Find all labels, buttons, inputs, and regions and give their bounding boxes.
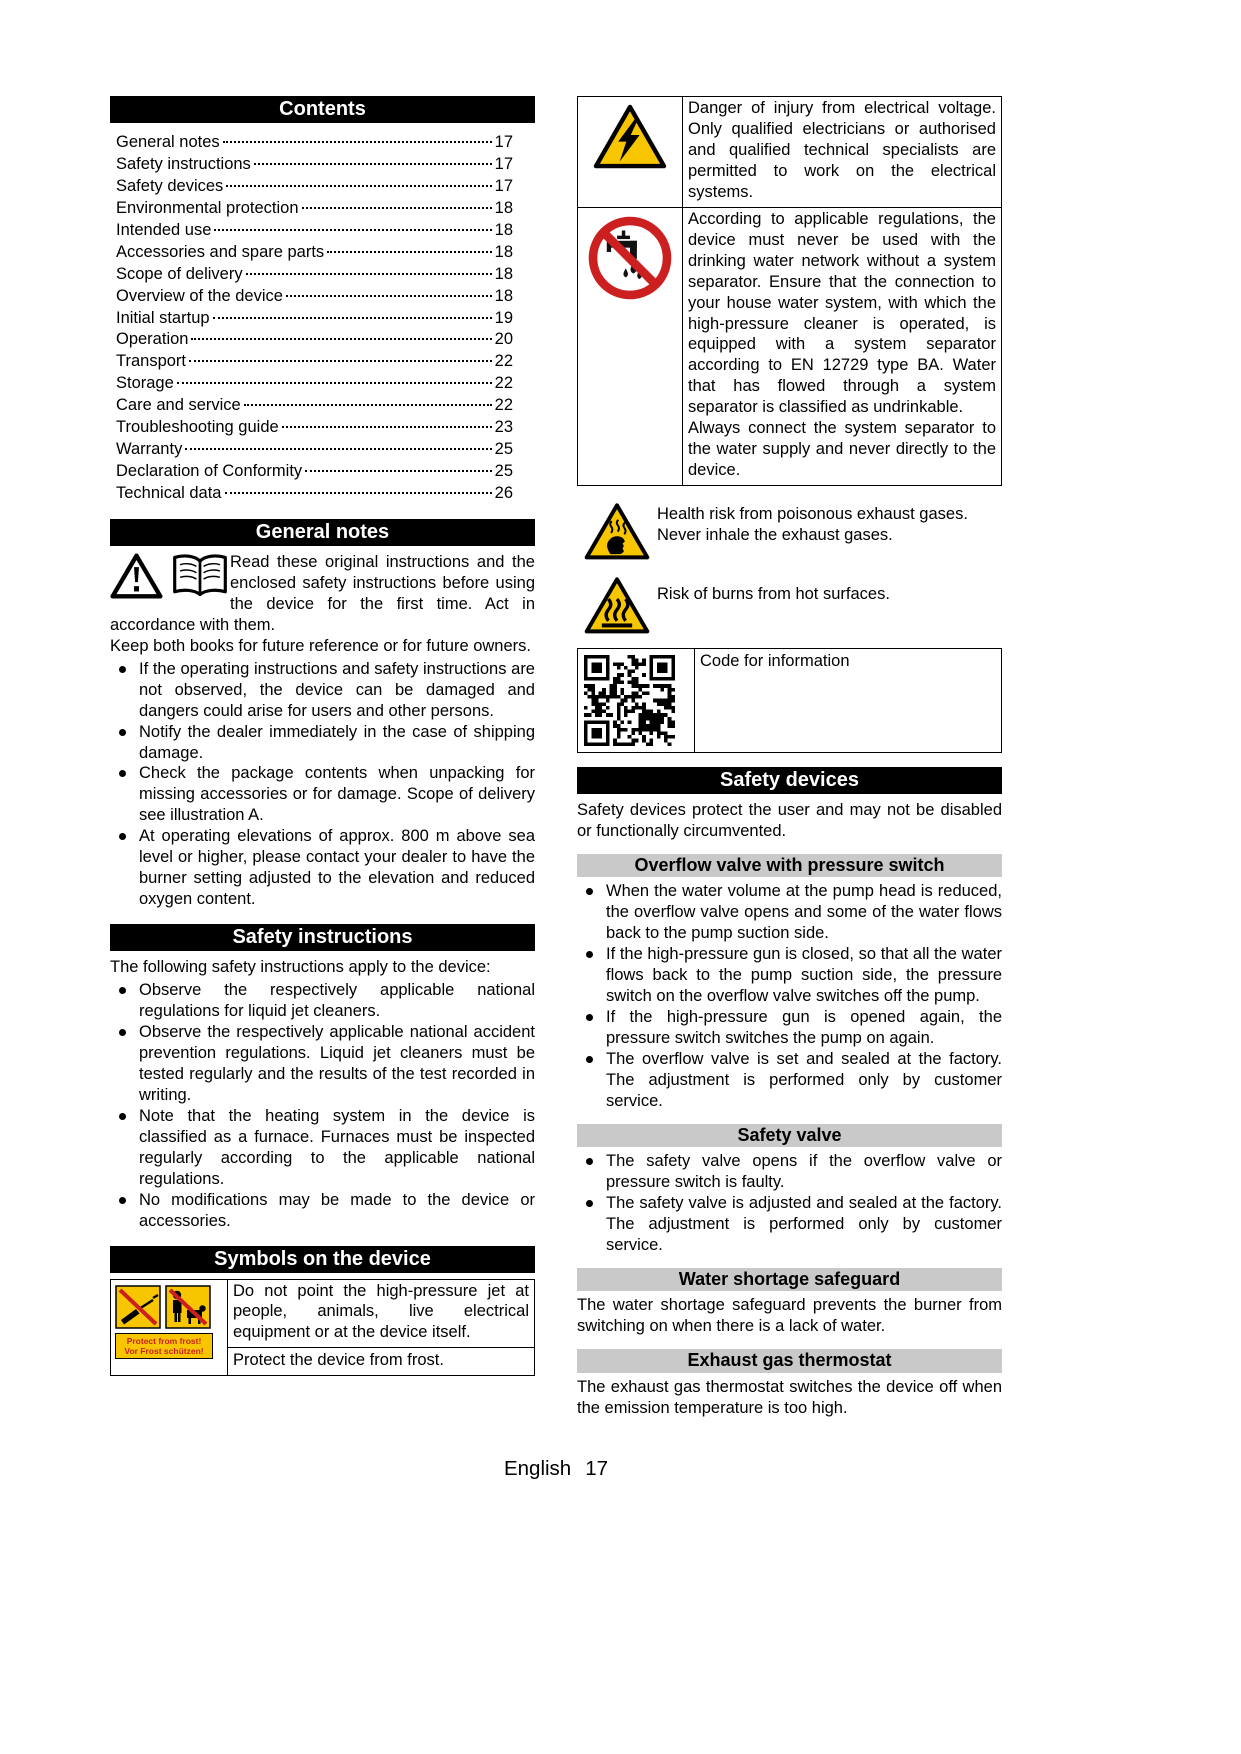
safety-valve-subheading: Safety valve: [577, 1124, 1002, 1147]
toc-entry-page: 26: [494, 484, 513, 502]
contents-heading: Contents: [110, 96, 535, 123]
toc-entry-page: 22: [494, 374, 513, 393]
toc-entry-page: 22: [494, 352, 513, 371]
list-item: If the high-pressure gun is closed, so that all the water flows back to the pump suction side, the pressure switch on the overflow valve switches off the pump.: [577, 944, 1002, 1007]
qr-info-box: [577, 648, 1002, 753]
toc-entry[interactable]: [116, 329, 513, 351]
manual-book-icon: [171, 552, 229, 599]
toc-entry-page: 18: [494, 242, 513, 261]
toc-entry[interactable]: [116, 264, 513, 286]
warning-table: [577, 96, 1002, 486]
footer-page-number: 17: [585, 1457, 609, 1480]
jet-warning-text: Do not point the high-pressure jet at people, animals, live electrical equipment or at the device itself.: [233, 1281, 529, 1342]
toc-entry-label: Safety devices: [116, 176, 224, 195]
toc-dot-leader: [226, 185, 491, 187]
list-item: Check the package contents when unpacking for missing accessories or for damage. Scope of delivery see illustration A.: [110, 763, 535, 826]
toc-dot-leader: [177, 382, 492, 384]
general-notes-list: [110, 659, 535, 910]
overflow-valve-list: [577, 881, 1002, 1111]
toc-entry-page: 18: [494, 286, 513, 305]
exhaust-thermostat-subheading: Exhaust gas thermostat: [577, 1349, 1002, 1372]
toc-entry-page: 17: [494, 133, 513, 151]
toc-entry-page: 17: [494, 176, 513, 195]
toc-entry-page: 17: [494, 154, 513, 173]
general-notes-icons: [110, 552, 230, 614]
toc-entry-page: 25: [494, 462, 513, 481]
toc-entry[interactable]: [116, 286, 513, 308]
toc-entry-label: Care and service: [116, 396, 241, 415]
frost-warning-label: [115, 1333, 213, 1359]
page-content: [110, 96, 1002, 1419]
toc-entry-label: Intended use: [116, 220, 212, 239]
toc-dot-leader: [254, 163, 492, 165]
drinking-water-warning-text: [683, 208, 1001, 485]
safety-instructions-section: [110, 957, 535, 1231]
warning-row-drinking-water: [578, 207, 1001, 485]
safety-instructions-list: [110, 980, 535, 1231]
toc-entry-label: General notes: [116, 133, 220, 151]
toc-entry[interactable]: [116, 242, 513, 264]
toc-entry-label: Troubleshooting guide: [116, 418, 279, 437]
toc-entry-label: Operation: [116, 330, 189, 349]
qr-caption: Code for information: [700, 652, 850, 671]
hot-surfaces-warning-text: Risk of burns from hot surfaces.: [657, 585, 890, 604]
toc-dot-leader: [246, 273, 492, 275]
list-item: No modifications may be made to the device or accessories.: [110, 1190, 535, 1232]
toc-entry-label: Safety instructions: [116, 154, 251, 173]
safety-instructions-heading: Safety instructions: [110, 924, 535, 951]
toc-entry-page: 25: [494, 440, 513, 459]
toc-entry-page: 20: [494, 330, 513, 349]
no-drinking-water-icon: [578, 208, 683, 485]
warning-row-electrical: [578, 97, 1001, 207]
toc-entry[interactable]: [116, 132, 513, 154]
list-item: Observe the respectively applicable national accident prevention regulations. Liquid jet cleaners must be tested regularly and the results of the test recorded in writing.: [110, 1022, 535, 1106]
toc-dot-leader: [213, 317, 492, 319]
list-item: Note that the heating system in the device is classified as a furnace. Furnaces must be inspected regularly according to the applicable national regulations.: [110, 1106, 535, 1190]
toc-entry[interactable]: [116, 395, 513, 417]
toc-entry-label: Initial startup: [116, 308, 210, 327]
general-notes-intro: Read these original instructions and the enclosed safety instructions before using the device for the first time. Act in accordance with them.: [110, 552, 535, 634]
warning-triangle-icon: [110, 552, 163, 600]
left-column: [110, 96, 535, 1419]
toc-entry-page: 18: [494, 198, 513, 217]
toc-entry-page: 19: [494, 308, 513, 327]
overflow-valve-subheading: Overflow valve with pressure switch: [577, 854, 1002, 877]
toc-dot-leader: [191, 338, 491, 340]
toc-dot-leader: [223, 141, 492, 143]
jet-warning-pictograms-icon: [115, 1285, 213, 1329]
toc-dot-leader: [225, 492, 492, 494]
list-item: The overflow valve is set and sealed at the factory. The adjustment is performed only by customer service.: [577, 1049, 1002, 1112]
safety-valve-list: [577, 1151, 1002, 1256]
general-notes-note: Keep both books for future reference or for future owners.: [110, 636, 531, 655]
safety-devices-heading: Safety devices: [577, 767, 1002, 794]
toc-entry-page: 22: [494, 396, 513, 415]
drinking-water-warning-paragraph-2: Always connect the system separator to the water supply and never directly to the device.: [688, 419, 996, 480]
toc-entry[interactable]: [116, 417, 513, 439]
electrical-hazard-icon: [578, 97, 683, 207]
list-item: If the high-pressure gun is opened again, the pressure switch switches the pump on again.: [577, 1007, 1002, 1049]
page-footer: [110, 1456, 1002, 1482]
symbols-heading: Symbols on the device: [110, 1246, 535, 1273]
toc-entry-label: Declaration of Conformity: [116, 462, 303, 481]
toc-dot-leader: [327, 251, 491, 253]
toc-entry-page: 18: [494, 264, 513, 283]
toc-entry[interactable]: [116, 461, 513, 483]
toc-dot-leader: [282, 426, 492, 428]
general-notes-heading: General notes: [110, 519, 535, 546]
safety-devices-intro: Safety devices protect the user and may not be disabled or functionally circumvented.: [577, 801, 1002, 841]
toc-entry-label: Accessories and spare parts: [116, 242, 325, 261]
frost-label-text-en: Protect from frost!: [126, 1335, 202, 1346]
symbols-text-cell: [228, 1280, 534, 1376]
toc-entry[interactable]: [116, 308, 513, 330]
water-shortage-text: The water shortage safeguard prevents the burner from switching on when there is a lack of water.: [577, 1296, 1002, 1336]
toc-entry[interactable]: [116, 220, 513, 242]
list-item: Notify the dealer immediately in the case of shipping damage.: [110, 722, 535, 764]
list-item: At operating elevations of approx. 800 m above sea level or higher, please contact your dealer to have the burner setting adjusted to the elevation and reduced oxygen content.: [110, 826, 535, 910]
toc-entry-label: Transport: [116, 352, 186, 371]
toc-entry[interactable]: [116, 439, 513, 461]
list-item: The safety valve opens if the overflow valve or pressure switch is faulty.: [577, 1151, 1002, 1193]
toc-entry-label: Warranty: [116, 440, 183, 459]
list-item: Observe the respectively applicable national regulations for liquid jet cleaners.: [110, 980, 535, 1022]
toc-entry-page: 23: [494, 418, 513, 437]
warning-row-hot-surfaces: [577, 576, 1002, 634]
toc-dot-leader: [185, 448, 491, 450]
toc-entry[interactable]: [116, 483, 513, 505]
list-item: If the operating instructions and safety instructions are not observed, the device can be damaged and dangers could arise for users and other persons.: [110, 659, 535, 722]
toc-entry-label: Storage: [116, 374, 174, 393]
warning-row-exhaust-gases: [577, 502, 1002, 560]
hot-surfaces-icon: [577, 576, 657, 634]
toc-entry[interactable]: [116, 351, 513, 373]
toc-dot-leader: [214, 229, 491, 231]
frost-warning-text: Protect the device from frost.: [228, 1347, 534, 1375]
toc-entry-page: 18: [494, 220, 513, 239]
toc-entry[interactable]: [116, 198, 513, 220]
electrical-warning-text: Danger of injury from electrical voltage. Only qualified electricians or authorised and qualified technical specialists are permitted to work on the electrical systems.: [688, 99, 996, 201]
frost-label-text-de: Vor Frost schützen!: [124, 1345, 204, 1356]
table-of-contents: [110, 129, 535, 505]
toc-entry-label: Environmental protection: [116, 198, 299, 217]
toc-dot-leader: [305, 470, 491, 472]
poisonous-exhaust-gases-icon: [577, 502, 657, 560]
exhaust-thermostat-text: The exhaust gas thermostat switches the device off when the emission temperature is too high.: [577, 1377, 1002, 1417]
toc-entry[interactable]: [116, 176, 513, 198]
right-column: [577, 96, 1002, 1419]
toc-entry-label: Overview of the device: [116, 286, 283, 305]
water-shortage-subheading: Water shortage safeguard: [577, 1268, 1002, 1291]
toc-dot-leader: [189, 360, 492, 362]
toc-entry[interactable]: [116, 154, 513, 176]
toc-dot-leader: [302, 207, 492, 209]
footer-language: English: [503, 1457, 572, 1480]
safety-instructions-intro: The following safety instructions apply to the device:: [110, 958, 491, 977]
device-warning-label: [111, 1280, 228, 1376]
qr-code: [578, 649, 695, 752]
exhaust-gases-warning-text: Health risk from poisonous exhaust gases. Never inhale the exhaust gases.: [657, 505, 968, 545]
toc-dot-leader: [286, 295, 492, 297]
toc-entry-label: Technical data: [116, 484, 222, 502]
symbols-table: [110, 1279, 535, 1377]
toc-entry-label: Scope of delivery: [116, 264, 243, 283]
toc-dot-leader: [244, 404, 492, 406]
list-item: The safety valve is adjusted and sealed at the factory. The adjustment is performed only by customer service.: [577, 1193, 1002, 1256]
drinking-water-warning-paragraph-1: According to applicable regulations, the device must never be used with the drinking water network without a system separator. Ensure that the connection to your house water system, with which the high-pressure cleaner is operated, is equipped with a system separator according to EN 12729 type BA. Water that has flowed through a system separator is classified as undrinkable.: [688, 209, 996, 417]
list-item: When the water volume at the pump head is reduced, the overflow valve opens and some of the water flows back to the pump suction side.: [577, 881, 1002, 944]
toc-entry[interactable]: [116, 373, 513, 395]
general-notes-section: [110, 552, 535, 910]
